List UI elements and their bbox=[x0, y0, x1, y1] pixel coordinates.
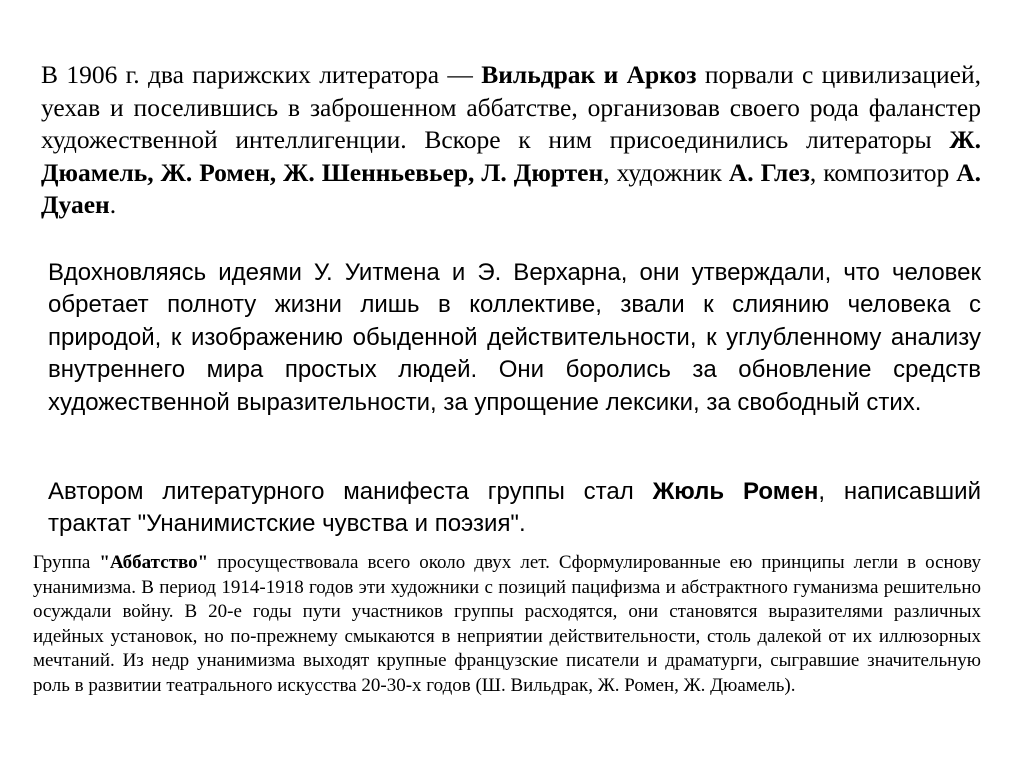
bold-name-composer: А. Дуаен bbox=[41, 157, 981, 219]
text-span: , художник bbox=[603, 157, 729, 187]
paragraph-ideas bbox=[48, 257, 981, 419]
text-span: Автором литературного манифеста группы стал bbox=[48, 478, 653, 505]
text-span: В 1906 г. два парижских литератора — bbox=[41, 60, 482, 89]
paragraph-group-history bbox=[33, 551, 981, 699]
text-span: . bbox=[109, 190, 117, 219]
paragraph-abbey-founding bbox=[41, 59, 981, 222]
bold-names-writers: Ж. Дюамель, Ж. Ромен, Ж. Шенньевьер, Л. Дюртен bbox=[41, 125, 981, 187]
text-span: просуществовала всего около двух лет. Сформулированные ею принципы легли в основу унанимизма. В период 1914-1918 годов эти художники с позиций пацифизма и абстрактного гуманизма решительно осуждали войну. В 20-е годы пути участников группы расходятся, они становятся выразителями различных идейных установок, но по-прежнему смыкаются в неприятии действительности, столь далекой от их иллюзорных мечтаний. Из недр унанимизма выходят крупные французские писатели и драматурги, сыгравшие значительную роль в развитии театрального искусства 20-30-х годов (Ш. Вильдрак, Ж. Ромен, Ж. Дюамель). bbox=[33, 552, 982, 696]
bold-name-romain: Жюль Ромен bbox=[652, 478, 819, 505]
bold-group-name: "Аббатство" bbox=[99, 552, 209, 573]
text-span: , написавший трактат "Унанимистские чувства и поэзия". bbox=[48, 478, 981, 537]
bold-names-founders: Вильдрак и Аркоз bbox=[481, 60, 697, 89]
text-span: Группа bbox=[33, 552, 100, 573]
text-span: , композитор bbox=[809, 157, 957, 187]
paragraph-manifesto bbox=[48, 476, 981, 540]
text-span: порвали с цивилизацией, уехав и поселившись в заброшенном аббатстве, организовав своего рода фаланстер художественной интеллигенции. Вскоре к ним присоединились литераторы bbox=[41, 60, 981, 154]
bold-name-artist: А. Глез bbox=[728, 157, 810, 187]
text-span: Вдохновляясь идеями У. Уитмена и Э. Верхарна, они утверждали, что человек обретает полноту жизни лишь в коллективе, звали к слиянию человека с природой, к изображению обыденной действительности, к углубленному анализу внутреннего мира простых людей. Они боролись за обновление средств художественной выразительности, за упрощение лексики, за свободный стих. bbox=[48, 259, 981, 416]
